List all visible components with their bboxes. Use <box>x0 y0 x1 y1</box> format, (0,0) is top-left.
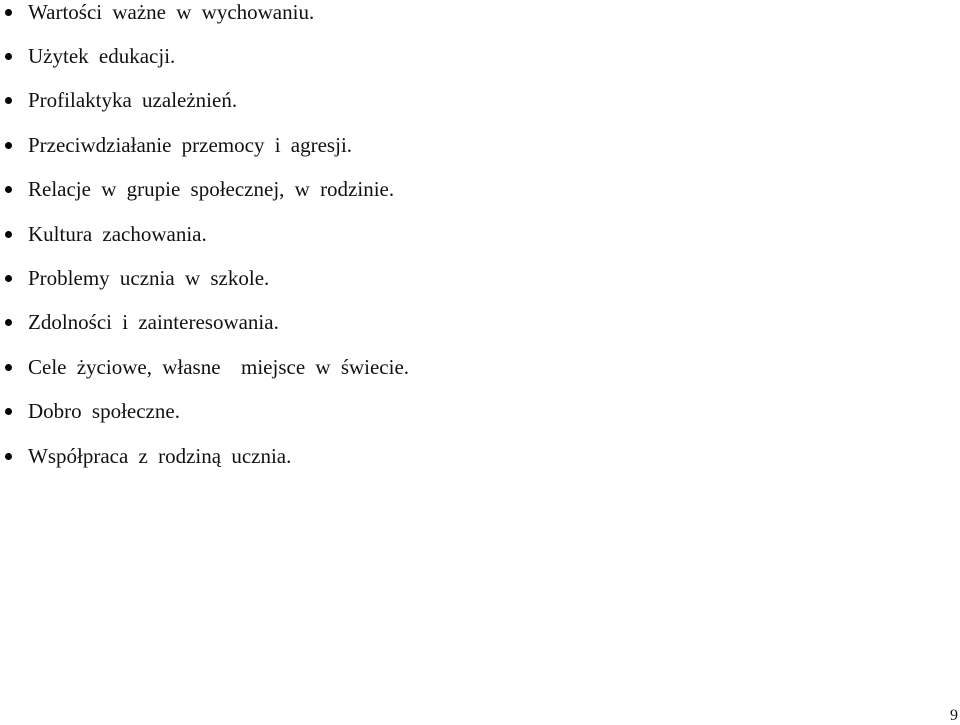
list-item <box>0 168 409 212</box>
list-item <box>0 434 409 478</box>
bullet-icon <box>5 53 12 60</box>
list-item <box>0 345 409 389</box>
bullet-icon <box>5 142 12 149</box>
list-item-text: Cele życiowe, własne miejsce w świecie. <box>28 354 410 379</box>
list-item <box>0 301 409 345</box>
list-item <box>0 34 409 78</box>
list-item-text: Problemy ucznia w szkole. <box>28 266 270 291</box>
list-item <box>0 390 409 434</box>
list-item <box>0 79 409 123</box>
list-item <box>0 0 409 34</box>
bullet-icon <box>5 231 12 238</box>
list-item-text: Użytek edukacji. <box>28 44 176 69</box>
list-item-text: Profilaktyka uzależnień. <box>28 88 238 113</box>
list-item-text: Przeciwdziałanie przemocy i agresji. <box>28 132 353 157</box>
bullet-icon <box>5 275 12 282</box>
list-item-text: Wartości ważne w wychowaniu. <box>28 0 315 24</box>
list-item <box>0 212 409 256</box>
bullet-icon <box>5 319 12 326</box>
bullet-icon <box>5 9 12 16</box>
list-item-text: Współpraca z rodziną ucznia. <box>28 443 292 468</box>
bullet-icon <box>5 364 12 371</box>
bullet-icon <box>5 186 12 193</box>
topic-list <box>0 0 409 478</box>
list-item <box>0 256 409 300</box>
bullet-icon <box>5 408 12 415</box>
list-item-text: Dobro społeczne. <box>28 399 180 424</box>
list-item-text: Kultura zachowania. <box>28 221 207 246</box>
page-number: 9 <box>950 707 958 724</box>
list-item-text: Relacje w grupie społecznej, w rodzinie. <box>28 177 395 202</box>
list-item <box>0 123 409 167</box>
bullet-icon <box>5 97 12 104</box>
list-item-text: Zdolności i zainteresowania. <box>28 310 279 335</box>
bullet-icon <box>5 453 12 460</box>
